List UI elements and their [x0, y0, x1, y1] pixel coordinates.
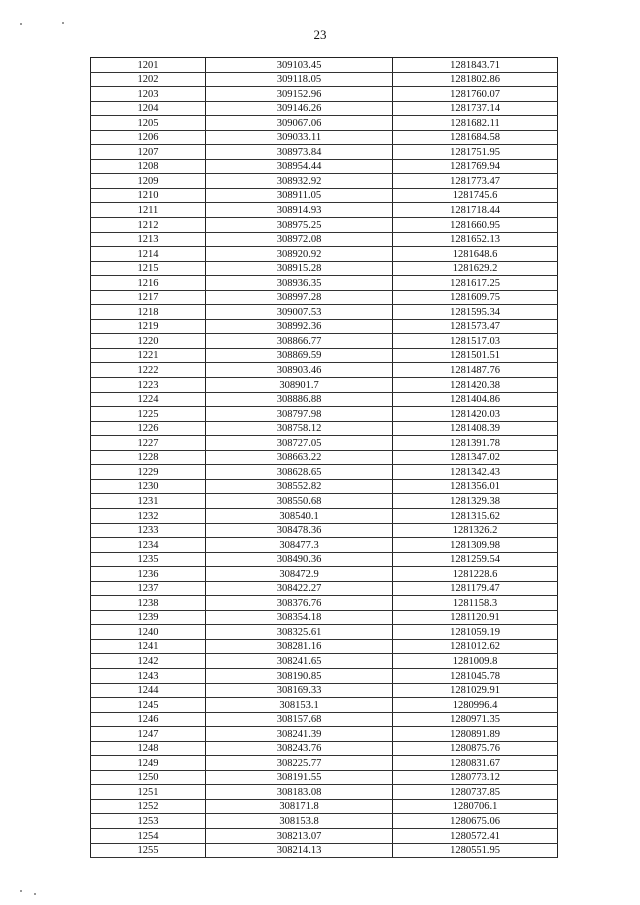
table-row	[91, 654, 558, 669]
point-number-cell: 1244	[91, 683, 206, 698]
x-coordinate-cell: 308225.77	[206, 756, 393, 771]
y-coordinate-cell: 1280875.76	[393, 741, 558, 756]
x-coordinate-cell: 308540.1	[206, 508, 393, 523]
table-row	[91, 698, 558, 713]
table-row	[91, 407, 558, 422]
table-row	[91, 683, 558, 698]
x-coordinate-cell: 308478.36	[206, 523, 393, 538]
x-coordinate-cell: 308241.39	[206, 727, 393, 742]
x-coordinate-cell: 308920.92	[206, 247, 393, 262]
y-coordinate-cell: 1281648.6	[393, 247, 558, 262]
scan-speck	[34, 893, 36, 895]
point-number-cell: 1204	[91, 101, 206, 116]
x-coordinate-cell: 308214.13	[206, 843, 393, 858]
point-number-cell: 1248	[91, 741, 206, 756]
y-coordinate-cell: 1280996.4	[393, 698, 558, 713]
y-coordinate-cell: 1281420.38	[393, 378, 558, 393]
table-row	[91, 392, 558, 407]
y-coordinate-cell: 1281179.47	[393, 581, 558, 596]
table-row	[91, 581, 558, 596]
table-row	[91, 479, 558, 494]
x-coordinate-cell: 308191.55	[206, 770, 393, 785]
scan-speck	[20, 23, 22, 25]
point-number-cell: 1251	[91, 785, 206, 800]
point-number-cell: 1229	[91, 465, 206, 480]
table-row	[91, 72, 558, 87]
table-row	[91, 712, 558, 727]
y-coordinate-cell: 1280773.12	[393, 770, 558, 785]
x-coordinate-cell: 308901.7	[206, 378, 393, 393]
table-row	[91, 130, 558, 145]
y-coordinate-cell: 1281420.03	[393, 407, 558, 422]
y-coordinate-cell: 1281573.47	[393, 319, 558, 334]
table-row	[91, 814, 558, 829]
table-row	[91, 741, 558, 756]
table-row	[91, 247, 558, 262]
table-row	[91, 436, 558, 451]
point-number-cell: 1234	[91, 538, 206, 553]
y-coordinate-cell: 1281629.2	[393, 261, 558, 276]
x-coordinate-cell: 308975.25	[206, 218, 393, 233]
y-coordinate-cell: 1281487.76	[393, 363, 558, 378]
x-coordinate-cell: 308954.44	[206, 159, 393, 174]
x-coordinate-cell: 308354.18	[206, 610, 393, 625]
table-row	[91, 334, 558, 349]
y-coordinate-cell: 1281682.11	[393, 116, 558, 131]
point-number-cell: 1239	[91, 610, 206, 625]
y-coordinate-cell: 1281315.62	[393, 508, 558, 523]
table-row	[91, 319, 558, 334]
x-coordinate-cell: 308190.85	[206, 668, 393, 683]
table-row	[91, 465, 558, 480]
point-number-cell: 1203	[91, 87, 206, 102]
x-coordinate-cell: 309146.26	[206, 101, 393, 116]
x-coordinate-cell: 308866.77	[206, 334, 393, 349]
point-number-cell: 1211	[91, 203, 206, 218]
x-coordinate-cell: 308663.22	[206, 450, 393, 465]
point-number-cell: 1240	[91, 625, 206, 640]
y-coordinate-cell: 1281843.71	[393, 58, 558, 73]
point-number-cell: 1222	[91, 363, 206, 378]
y-coordinate-cell: 1280971.35	[393, 712, 558, 727]
x-coordinate-cell: 308911.05	[206, 188, 393, 203]
x-coordinate-cell: 308422.27	[206, 581, 393, 596]
y-coordinate-cell: 1280675.06	[393, 814, 558, 829]
y-coordinate-cell: 1281802.86	[393, 72, 558, 87]
y-coordinate-cell: 1280737.85	[393, 785, 558, 800]
x-coordinate-cell: 308936.35	[206, 276, 393, 291]
table-row	[91, 799, 558, 814]
point-number-cell: 1238	[91, 596, 206, 611]
point-number-cell: 1255	[91, 843, 206, 858]
point-number-cell: 1213	[91, 232, 206, 247]
point-number-cell: 1208	[91, 159, 206, 174]
x-coordinate-cell: 308183.08	[206, 785, 393, 800]
table-row	[91, 494, 558, 509]
y-coordinate-cell: 1281228.6	[393, 567, 558, 582]
y-coordinate-cell: 1281660.95	[393, 218, 558, 233]
x-coordinate-cell: 308797.98	[206, 407, 393, 422]
y-coordinate-cell: 1281737.14	[393, 101, 558, 116]
x-coordinate-cell: 308213.07	[206, 828, 393, 843]
x-coordinate-cell: 308869.59	[206, 348, 393, 363]
y-coordinate-cell: 1281326.2	[393, 523, 558, 538]
point-number-cell: 1221	[91, 348, 206, 363]
point-number-cell: 1233	[91, 523, 206, 538]
x-coordinate-cell: 308972.08	[206, 232, 393, 247]
table-row	[91, 363, 558, 378]
point-number-cell: 1214	[91, 247, 206, 262]
table-row	[91, 203, 558, 218]
x-coordinate-cell: 308477.3	[206, 538, 393, 553]
table-row	[91, 552, 558, 567]
y-coordinate-cell: 1281517.03	[393, 334, 558, 349]
x-coordinate-cell: 309033.11	[206, 130, 393, 145]
table-row	[91, 610, 558, 625]
point-number-cell: 1247	[91, 727, 206, 742]
table-row	[91, 639, 558, 654]
point-number-cell: 1254	[91, 828, 206, 843]
point-number-cell: 1235	[91, 552, 206, 567]
y-coordinate-cell: 1281342.43	[393, 465, 558, 480]
table-row	[91, 261, 558, 276]
point-number-cell: 1217	[91, 290, 206, 305]
x-coordinate-cell: 308241.65	[206, 654, 393, 669]
x-coordinate-cell: 308997.28	[206, 290, 393, 305]
y-coordinate-cell: 1281045.78	[393, 668, 558, 683]
x-coordinate-cell: 308472.9	[206, 567, 393, 582]
table-row	[91, 668, 558, 683]
x-coordinate-cell: 308628.65	[206, 465, 393, 480]
y-coordinate-cell: 1281120.91	[393, 610, 558, 625]
table-row	[91, 450, 558, 465]
x-coordinate-cell: 308153.8	[206, 814, 393, 829]
point-number-cell: 1205	[91, 116, 206, 131]
point-number-cell: 1249	[91, 756, 206, 771]
point-number-cell: 1216	[91, 276, 206, 291]
y-coordinate-cell: 1281609.75	[393, 290, 558, 305]
y-coordinate-cell: 1281347.02	[393, 450, 558, 465]
y-coordinate-cell: 1281652.13	[393, 232, 558, 247]
y-coordinate-cell: 1280706.1	[393, 799, 558, 814]
x-coordinate-cell: 309103.45	[206, 58, 393, 73]
y-coordinate-cell: 1280891.89	[393, 727, 558, 742]
table-row	[91, 508, 558, 523]
table-row	[91, 348, 558, 363]
x-coordinate-cell: 309118.05	[206, 72, 393, 87]
y-coordinate-cell: 1281773.47	[393, 174, 558, 189]
x-coordinate-cell: 309007.53	[206, 305, 393, 320]
table-row	[91, 58, 558, 73]
y-coordinate-cell: 1281329.38	[393, 494, 558, 509]
x-coordinate-cell: 308376.76	[206, 596, 393, 611]
x-coordinate-cell: 308886.88	[206, 392, 393, 407]
x-coordinate-cell: 308153.1	[206, 698, 393, 713]
y-coordinate-cell: 1281391.78	[393, 436, 558, 451]
table-row	[91, 756, 558, 771]
point-number-cell: 1242	[91, 654, 206, 669]
x-coordinate-cell: 308758.12	[206, 421, 393, 436]
point-number-cell: 1253	[91, 814, 206, 829]
y-coordinate-cell: 1281059.19	[393, 625, 558, 640]
table-row	[91, 843, 558, 858]
point-number-cell: 1219	[91, 319, 206, 334]
y-coordinate-cell: 1281029.91	[393, 683, 558, 698]
table-row	[91, 290, 558, 305]
point-number-cell: 1212	[91, 218, 206, 233]
table-row	[91, 174, 558, 189]
table-body	[91, 58, 558, 858]
x-coordinate-cell: 308992.36	[206, 319, 393, 334]
x-coordinate-cell: 308903.46	[206, 363, 393, 378]
y-coordinate-cell: 1281751.95	[393, 145, 558, 160]
x-coordinate-cell: 308243.76	[206, 741, 393, 756]
y-coordinate-cell: 1281617.25	[393, 276, 558, 291]
x-coordinate-cell: 308281.16	[206, 639, 393, 654]
y-coordinate-cell: 1281012.62	[393, 639, 558, 654]
point-number-cell: 1210	[91, 188, 206, 203]
y-coordinate-cell: 1281309.98	[393, 538, 558, 553]
point-number-cell: 1215	[91, 261, 206, 276]
table-row	[91, 770, 558, 785]
coordinates-table	[90, 57, 558, 858]
point-number-cell: 1207	[91, 145, 206, 160]
table-row	[91, 218, 558, 233]
table-row	[91, 159, 558, 174]
point-number-cell: 1226	[91, 421, 206, 436]
x-coordinate-cell: 308169.33	[206, 683, 393, 698]
y-coordinate-cell: 1281356.01	[393, 479, 558, 494]
x-coordinate-cell: 309152.96	[206, 87, 393, 102]
table-row	[91, 276, 558, 291]
x-coordinate-cell: 308550.68	[206, 494, 393, 509]
x-coordinate-cell: 308490.36	[206, 552, 393, 567]
y-coordinate-cell: 1281501.51	[393, 348, 558, 363]
table-row	[91, 523, 558, 538]
point-number-cell: 1246	[91, 712, 206, 727]
table-row	[91, 87, 558, 102]
point-number-cell: 1223	[91, 378, 206, 393]
x-coordinate-cell: 308552.82	[206, 479, 393, 494]
point-number-cell: 1218	[91, 305, 206, 320]
table-row	[91, 567, 558, 582]
table-row	[91, 188, 558, 203]
table-row	[91, 625, 558, 640]
point-number-cell: 1225	[91, 407, 206, 422]
x-coordinate-cell: 308727.05	[206, 436, 393, 451]
point-number-cell: 1202	[91, 72, 206, 87]
point-number-cell: 1231	[91, 494, 206, 509]
point-number-cell: 1224	[91, 392, 206, 407]
table-row	[91, 538, 558, 553]
point-number-cell: 1236	[91, 567, 206, 582]
table-row	[91, 785, 558, 800]
x-coordinate-cell: 308157.68	[206, 712, 393, 727]
point-number-cell: 1245	[91, 698, 206, 713]
y-coordinate-cell: 1281718.44	[393, 203, 558, 218]
x-coordinate-cell: 309067.06	[206, 116, 393, 131]
point-number-cell: 1228	[91, 450, 206, 465]
page-number: 23	[313, 27, 327, 42]
point-number-cell: 1209	[91, 174, 206, 189]
x-coordinate-cell: 308914.93	[206, 203, 393, 218]
table-row	[91, 421, 558, 436]
table-row	[91, 596, 558, 611]
point-number-cell: 1250	[91, 770, 206, 785]
x-coordinate-cell: 308171.8	[206, 799, 393, 814]
point-number-cell: 1232	[91, 508, 206, 523]
y-coordinate-cell: 1281769.94	[393, 159, 558, 174]
y-coordinate-cell: 1281259.54	[393, 552, 558, 567]
y-coordinate-cell: 1281745.6	[393, 188, 558, 203]
point-number-cell: 1252	[91, 799, 206, 814]
table-row	[91, 145, 558, 160]
y-coordinate-cell: 1281158.3	[393, 596, 558, 611]
table-row	[91, 116, 558, 131]
table-row	[91, 305, 558, 320]
point-number-cell: 1243	[91, 668, 206, 683]
x-coordinate-cell: 308915.28	[206, 261, 393, 276]
point-number-cell: 1230	[91, 479, 206, 494]
y-coordinate-cell: 1281009.8	[393, 654, 558, 669]
scan-speck	[62, 22, 64, 24]
x-coordinate-cell: 308932.92	[206, 174, 393, 189]
table-row	[91, 828, 558, 843]
y-coordinate-cell: 1281408.39	[393, 421, 558, 436]
point-number-cell: 1206	[91, 130, 206, 145]
y-coordinate-cell: 1280551.95	[393, 843, 558, 858]
point-number-cell: 1227	[91, 436, 206, 451]
point-number-cell: 1241	[91, 639, 206, 654]
table-row	[91, 232, 558, 247]
point-number-cell: 1237	[91, 581, 206, 596]
y-coordinate-cell: 1281404.86	[393, 392, 558, 407]
y-coordinate-cell: 1280831.67	[393, 756, 558, 771]
x-coordinate-cell: 308325.61	[206, 625, 393, 640]
scan-speck	[20, 890, 22, 892]
point-number-cell: 1220	[91, 334, 206, 349]
x-coordinate-cell: 308973.84	[206, 145, 393, 160]
y-coordinate-cell: 1281595.34	[393, 305, 558, 320]
table-row	[91, 727, 558, 742]
table-row	[91, 101, 558, 116]
point-number-cell: 1201	[91, 58, 206, 73]
y-coordinate-cell: 1280572.41	[393, 828, 558, 843]
y-coordinate-cell: 1281684.58	[393, 130, 558, 145]
table-row	[91, 378, 558, 393]
y-coordinate-cell: 1281760.07	[393, 87, 558, 102]
